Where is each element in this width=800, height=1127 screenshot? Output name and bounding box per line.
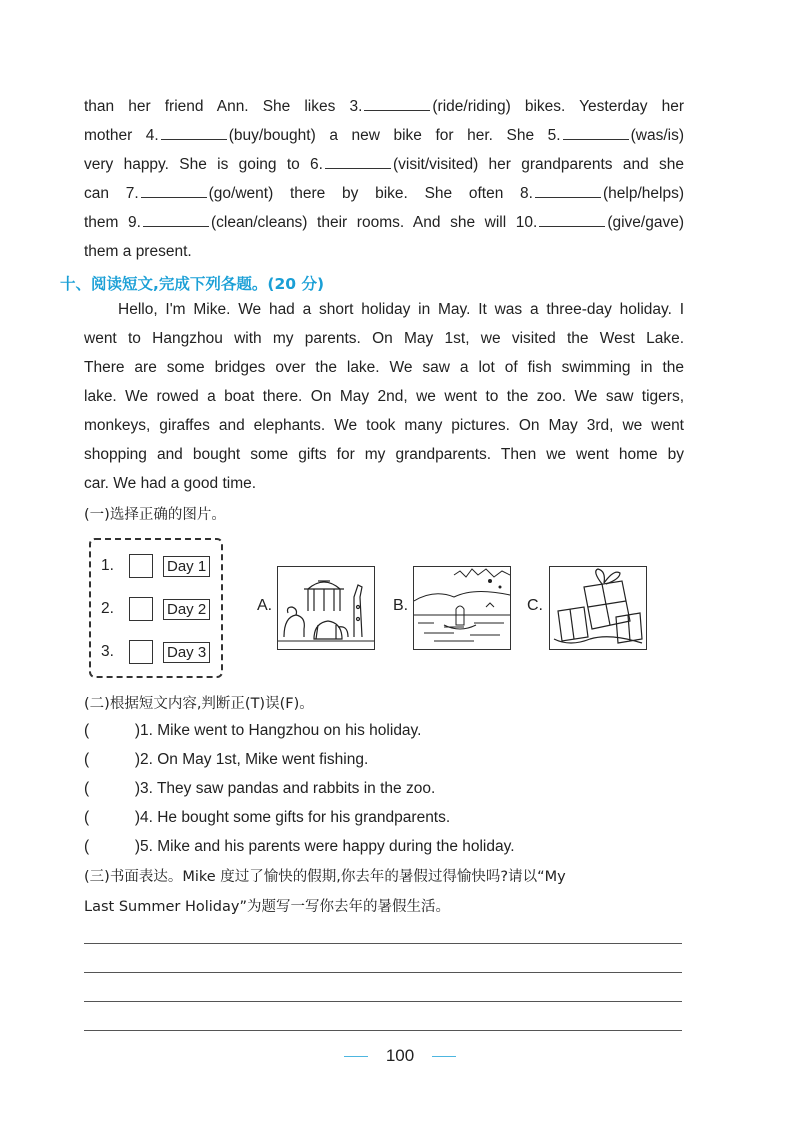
paren-open: ( (84, 780, 90, 797)
passage-line-2 (84, 125, 684, 146)
reading-line-6: shopping and bought some gifts for my grandparents. Then we went home by (84, 446, 684, 463)
passage-text: (help/helps) (603, 185, 684, 202)
day-label: Day 2 (163, 599, 210, 620)
passage-text: (visit/visited) her grandparents and she (392, 156, 684, 173)
paren-open: ( (84, 809, 90, 826)
passage-line-6: them a present. (84, 243, 192, 260)
paren-open: ( (84, 751, 90, 768)
match-number: 2. (101, 600, 114, 617)
match-number: 3. (101, 643, 114, 660)
paren-close: ) (134, 722, 140, 739)
answer-blank-5[interactable] (563, 125, 629, 140)
paren-close: ) (134, 780, 140, 797)
matching-box (89, 538, 223, 678)
tf-statement: 3. They saw pandas and rabbits in the zoo. (140, 780, 436, 797)
footer-dash-right (432, 1056, 456, 1057)
part3-prompt-line-2: Last Summer Holiday”为题写一写你去年的暑假生活。 (84, 899, 450, 915)
page-number: 100 (385, 1046, 415, 1065)
tf-item-2 (84, 751, 368, 769)
zoo-illustration-icon (278, 567, 374, 649)
lake-illustration-icon (414, 567, 510, 649)
gifts-illustration-icon (550, 567, 646, 649)
passage-text: (was/is) (630, 127, 684, 144)
passage-text: (go/went) there by bike. She often 8. (208, 185, 533, 202)
passage-text: (clean/cleans) their rooms. And she will 10. (210, 214, 538, 231)
tf-answer-paren-2[interactable] (84, 751, 140, 769)
reading-line-5: monkeys, giraffes and elephants. We took many pictures. On May 3rd, we went (84, 417, 684, 434)
paren-close: ) (134, 751, 140, 768)
option-b-label: B. (393, 597, 409, 614)
match-row-3 (101, 639, 210, 665)
answer-box-1[interactable] (129, 554, 153, 578)
answer-blank-6[interactable] (325, 154, 391, 169)
paren-open: ( (84, 722, 90, 739)
option-a-label: A. (257, 597, 273, 614)
answer-blank-4[interactable] (161, 125, 227, 140)
tf-statement: 4. He bought some gifts for his grandparents. (140, 809, 451, 826)
reading-line-1: Hello, I'm Mike. We had a short holiday in May. It was a three-day holiday. I (118, 301, 684, 318)
tf-answer-paren-5[interactable] (84, 838, 140, 856)
answer-blank-3[interactable] (364, 96, 430, 111)
reading-line-2: went to Hangzhou with my parents. On May 1st, we visited the West Lake. (84, 330, 684, 347)
writing-line-1[interactable] (84, 943, 682, 944)
day-label: Day 1 (163, 556, 210, 577)
tf-statement: 5. Mike and his parents were happy during the holiday. (140, 838, 515, 855)
day-label: Day 3 (163, 642, 210, 663)
answer-box-3[interactable] (129, 640, 153, 664)
writing-line-4[interactable] (84, 1030, 682, 1031)
passage-text: (ride/riding) bikes. Yesterday her (432, 98, 684, 115)
part2-title: (二)根据短文内容,判断正(T)误(F)。 (84, 696, 314, 712)
tf-answer-paren-4[interactable] (84, 809, 140, 827)
passage-line-4 (84, 183, 684, 204)
gifts-picture[interactable] (549, 566, 647, 650)
match-row-2 (101, 596, 210, 622)
passage-text: them 9. (84, 214, 141, 231)
reading-line-4: lake. We rowed a boat there. On May 2nd, we went to the zoo. We saw tigers, (84, 388, 684, 405)
tf-item-3 (84, 780, 435, 798)
passage-line-5 (84, 212, 684, 233)
section-title: 十、阅读短文,完成下列各题。(20 分) (60, 275, 325, 293)
page-footer (0, 1046, 800, 1066)
tf-item-4 (84, 809, 450, 827)
reading-line-7: car. We had a good time. (84, 475, 257, 492)
answer-blank-8[interactable] (535, 183, 601, 198)
passage-text: (give/gave) (607, 214, 684, 231)
part1-title: (一)选择正确的图片。 (84, 507, 226, 523)
option-c-label: C. (527, 597, 543, 614)
match-number: 1. (101, 557, 114, 574)
passage-text: (buy/bought) a new bike for her. She 5. (228, 127, 561, 144)
footer-dash-left (344, 1056, 368, 1057)
reading-line-3: There are some bridges over the lake. We saw a lot of fish swimming in the (84, 359, 684, 376)
tf-statement: 1. Mike went to Hangzhou on his holiday. (140, 722, 422, 739)
match-row-1 (101, 553, 210, 579)
answer-box-2[interactable] (129, 597, 153, 621)
answer-blank-7[interactable] (141, 183, 207, 198)
tf-item-1 (84, 722, 421, 740)
writing-line-2[interactable] (84, 972, 682, 973)
tf-item-5 (84, 838, 515, 856)
passage-text: very happy. She is going to 6. (84, 156, 323, 173)
passage-text: can 7. (84, 185, 139, 202)
zoo-picture[interactable] (277, 566, 375, 650)
writing-line-3[interactable] (84, 1001, 682, 1002)
tf-statement: 2. On May 1st, Mike went fishing. (140, 751, 369, 768)
part3-prompt-line-1: (三)书面表达。Mike 度过了愉快的假期,你去年的暑假过得愉快吗?请以“My (84, 869, 566, 885)
lake-picture[interactable] (413, 566, 511, 650)
passage-line-3 (84, 154, 684, 175)
passage-line-1 (84, 96, 684, 117)
paren-close: ) (134, 809, 140, 826)
passage-text: mother 4. (84, 127, 159, 144)
passage-text: than her friend Ann. She likes 3. (84, 98, 363, 115)
paren-close: ) (134, 838, 140, 855)
tf-answer-paren-1[interactable] (84, 722, 140, 740)
tf-answer-paren-3[interactable] (84, 780, 140, 798)
answer-blank-9[interactable] (143, 212, 209, 227)
paren-open: ( (84, 838, 90, 855)
answer-blank-10[interactable] (539, 212, 605, 227)
